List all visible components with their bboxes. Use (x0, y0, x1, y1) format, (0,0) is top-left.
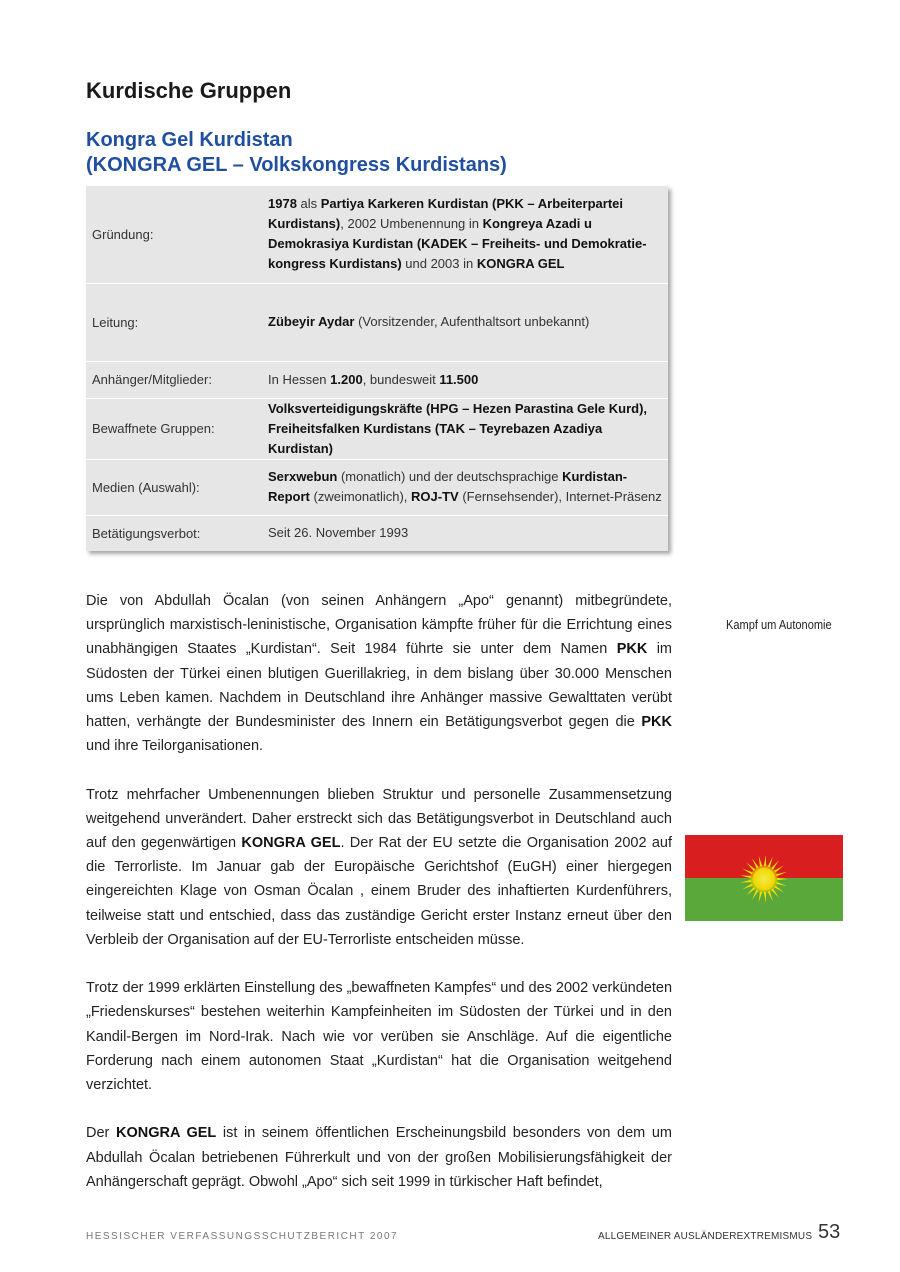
paragraph: Die von Abdullah Öcalan (von seinen Anhängern „Apo“ genannt) mitbegründete, ursprünglich marxistisch-leninistische, Organisation kämpfte früher für die Errichtung eines unabhängigen Staates „Kurdistan“. Seit 1984 führte sie unter dem Namen PKK im Südosten der Türkei einen blutigen Guerillakrieg, in dem bislang über 30.000 Menschen ums Leben kamen. Nachdem in Deutschland ihre Anhänger massive Gewalttaten verübt hatten, verhängte der Bundesminister des Innern ein Betätigungsverbot gegen die PKK und ihre Teilorganisationen. (86, 593, 672, 755)
margin-note: Kampf um Autonomie (726, 617, 832, 632)
facts-label: Gründung: (86, 186, 262, 283)
footer-publication: HESSISCHER VERFASSUNGSSCHUTZBERICHT 2007 (86, 1231, 399, 1242)
organization-title (86, 128, 507, 178)
facts-value: Serxwebun (monatlich) und der deutschsprachige Kurdistan-Report (zweimonatlich), ROJ-TV (Fernsehsender), Internet-Präsenz (262, 459, 668, 515)
facts-row-bewaffnete (86, 398, 668, 459)
facts-label: Leitung: (86, 283, 262, 361)
facts-row-verbot (86, 515, 668, 551)
facts-label: Betätigungsverbot: (92, 525, 201, 541)
paragraph: Trotz mehrfacher Umbenennungen blieben Struktur und personelle Zusammensetzung weitgehend unverändert. Daher erstreckt sich das Betätigungsverbot in Deutschland auch auf den gegenwärtigen KONGRA GEL. Der Rat der EU setzte die Organisation 2002 auf die Terrorliste. Im Januar gab der Europäische Gerichtshof (EuGH) einer hiergegen eingereichten Klage von Osman Öcalan , einem Bruder des inhaftierten Kurdenführers, teilweise statt und entschied, dass das zuständige Gericht erster Instanz erneut über den Verbleib der Organisation auf der EU-Terrorliste entscheiden müsse. (86, 786, 672, 948)
page-number: 53 (818, 1221, 841, 1243)
facts-value: Volksverteidigungskräfte (HPG – Hezen Parastina Gele Kurd), Freiheitsfalken Kurdistans (TAK – Teyrebazen Azadiya Kurdistan) (262, 398, 668, 459)
organization-title-line-2: (KONGRA GEL – Volkskongress Kurdistans) (86, 154, 507, 176)
facts-row-medien (86, 459, 668, 515)
facts-value: 1978 als Partiya Karkeren Kurdistan (PKK – Arbeiterpartei Kurdistans), 2002 Umbenennung in Kongreya Azadi u Demokrasiya Kurdistan (KADEK – Freiheits- und Demokratiekongress Kurdistans) und 2003 in KONGRA GEL (262, 186, 668, 283)
facts-value: Zübeyir Aydar (Vorsitzender, Aufenthaltsort unbekannt) (262, 283, 668, 361)
sun-disc (749, 864, 779, 894)
footer-section: ALLGEMEINER AUSLÄNDEREXTREMISMUS (598, 1231, 813, 1242)
facts-row-gruendung (86, 186, 668, 283)
facts-label: Medien (Auswahl): (86, 459, 262, 515)
facts-row-leitung (86, 283, 668, 361)
organization-title-line-1: Kongra Gel Kurdistan (86, 129, 293, 151)
facts-value: Seit 26. November 1993 (268, 525, 409, 541)
facts-label: Anhänger/Mitglieder: (86, 361, 262, 398)
paragraph: Trotz der 1999 erklärten Einstellung des „bewaffneten Kampfes“ und des 2002 verkündeten „Friedenskurses“ bestehen weiterhin Kampfeinheiten im Südosten der Türkei und in den Kandil-Bergen im Nord-Irak. Nach wie vor verüben sie Anschläge. Auf die eigentliche Forderung nach einem autonomen Staat „Kurdistan“ hat die Organisation weitgehend verzichtet. (86, 980, 673, 1094)
kurdistan-flag-image (685, 835, 843, 921)
body-text (86, 589, 672, 1218)
facts-table (86, 186, 668, 551)
facts-row-anhaenger (86, 361, 668, 398)
facts-value: In Hessen 1.200, bundesweit 11.500 (262, 361, 668, 398)
section-heading: Kurdische Gruppen (86, 78, 292, 103)
paragraph: Der KONGRA GEL ist in seinem öffentlichen Erscheinungsbild besonders von dem um Abdullah Öcalan betriebenen Führerkult und von der großen Mobilisierungsfähigkeit der Anhängerschaft geprägt. Obwohl „Apo“ sich seit 1999 in türkischer Haft befindet, (86, 1125, 672, 1190)
facts-label: Bewaffnete Gruppen: (86, 398, 262, 459)
